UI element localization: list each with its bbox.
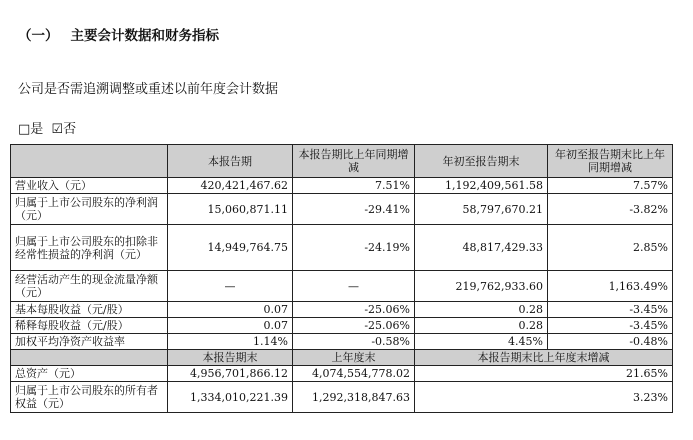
cell-ytd: 0.28	[415, 318, 548, 334]
cell-ytd-change: -3.82%	[548, 194, 673, 225]
header-current-period-change: 本报告期比上年同期增减	[293, 145, 415, 178]
cell-prior-end: 1,292,318,847.63	[293, 382, 415, 413]
table-row	[11, 318, 673, 334]
row-label: 经营活动产生的现金流量净额（元）	[11, 271, 168, 302]
yes-checkbox: □是	[18, 122, 44, 137]
section-title: 主要会计数据和财务指标	[70, 28, 219, 44]
cell-current: 1.14%	[168, 334, 293, 350]
table-row	[11, 334, 673, 350]
restatement-question: 公司是否需追溯调整或重述以前年度会计数据	[18, 82, 279, 97]
header-cell-blank	[11, 145, 168, 178]
subheader-blank	[11, 350, 168, 366]
cell-ytd: 58,797,670.21	[415, 194, 548, 225]
cell-ytd: 1,192,409,561.58	[415, 178, 548, 194]
row-label: 稀释每股收益（元/股）	[11, 318, 168, 334]
cell-ytd-change: -3.45%	[548, 318, 673, 334]
subheader-prior-end: 上年度末	[293, 350, 415, 366]
cell-ytd: 0.28	[415, 302, 548, 318]
cell-change: -29.41%	[293, 194, 415, 225]
table-header-row	[11, 145, 673, 178]
cell-prior-end: 4,074,554,778.02	[293, 366, 415, 382]
cell-change: 3.23%	[415, 382, 673, 413]
cell-ytd-change: -3.45%	[548, 302, 673, 318]
row-label: 归属于上市公司股东的所有者权益（元）	[11, 382, 168, 413]
table-row	[11, 194, 673, 225]
cell-change: -25.06%	[293, 302, 415, 318]
row-label: 总资产（元）	[11, 366, 168, 382]
cell-ytd-change: 7.57%	[548, 178, 673, 194]
cell-change: 7.51%	[293, 178, 415, 194]
cell-ytd-change: 1,163.49%	[548, 271, 673, 302]
cell-ytd: 219,762,933.60	[415, 271, 548, 302]
cell-change: 21.65%	[415, 366, 673, 382]
row-label: 加权平均净资产收益率	[11, 334, 168, 350]
subheader-current-end: 本报告期末	[168, 350, 293, 366]
cell-ytd: 48,817,429.33	[415, 225, 548, 271]
cell-current: 15,060,871.11	[168, 194, 293, 225]
cell-change: -0.58%	[293, 334, 415, 350]
restatement-answer	[18, 118, 80, 137]
cell-ytd: 4.45%	[415, 334, 548, 350]
row-label: 归属于上市公司股东的扣除非经常性损益的净利润（元）	[11, 225, 168, 271]
cell-change: -24.19%	[293, 225, 415, 271]
cell-current-end: 1,334,010,221.39	[168, 382, 293, 413]
cell-current: —	[168, 271, 293, 302]
cell-change: —	[293, 271, 415, 302]
balance-header-row	[11, 350, 673, 366]
header-ytd: 年初至报告期末	[415, 145, 548, 178]
table-row	[11, 382, 673, 413]
table-row	[11, 225, 673, 271]
subheader-change: 本报告期末比上年度末增减	[415, 350, 673, 366]
cell-ytd-change: -0.48%	[548, 334, 673, 350]
cell-current: 14,949,764.75	[168, 225, 293, 271]
table-row	[11, 302, 673, 318]
table-row	[11, 271, 673, 302]
cell-current: 420,421,467.62	[168, 178, 293, 194]
cell-current-end: 4,956,701,866.12	[168, 366, 293, 382]
section-number: （一）	[18, 28, 59, 44]
table-row	[11, 178, 673, 194]
header-current-period: 本报告期	[168, 145, 293, 178]
cell-change: -25.06%	[293, 318, 415, 334]
row-label: 营业收入（元）	[11, 178, 168, 194]
section-heading	[18, 24, 219, 44]
cell-current: 0.07	[168, 302, 293, 318]
cell-ytd-change: 2.85%	[548, 225, 673, 271]
row-label: 基本每股收益（元/股）	[11, 302, 168, 318]
table-row	[11, 366, 673, 382]
header-ytd-change: 年初至报告期末比上年同期增减	[548, 145, 673, 178]
no-checkbox-checked: ☑否	[51, 122, 77, 137]
row-label: 归属于上市公司股东的净利润（元）	[11, 194, 168, 225]
financial-indicators-table	[10, 144, 673, 413]
cell-current: 0.07	[168, 318, 293, 334]
